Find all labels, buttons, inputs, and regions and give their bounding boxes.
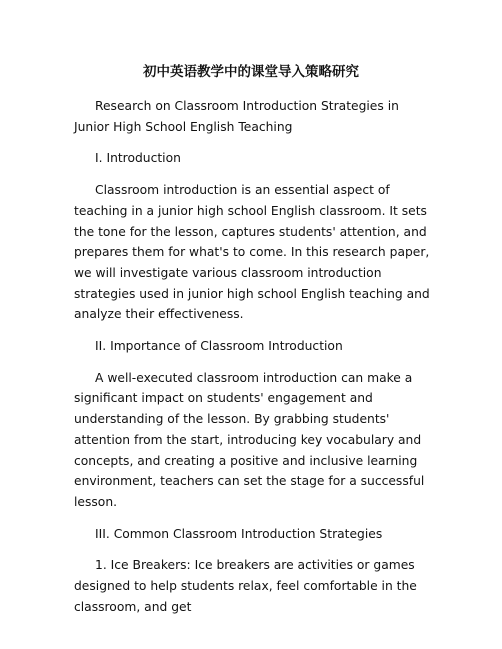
document-title: 初中英语教学中的课堂导入策略研究 — [143, 64, 359, 80]
body-paragraph: A well-executed classroom introduction can make a significant impact on students' engagement and understanding of the lesson. By grabbing students' attention from the start, introducing key vocabulary and concepts, and creating a positive and inclusive learning environment, teachers can set the stage for a successful lesson. — [74, 370, 425, 509]
document-body — [74, 96, 430, 628]
section-heading-strategies: III. Common Classroom Introduction Strategies — [95, 526, 383, 541]
section-heading-importance: II. Importance of Classroom Introduction — [95, 339, 343, 354]
body-paragraph: Classroom introduction is an essential aspect of teaching in a junior high school English classroom. It sets the tone for the lesson, captures students' attention, and prepares them for what's to come. In this research paper, we will investigate various classroom introduction strategies used in junior high school English teaching and analyze their effectiveness. — [74, 183, 430, 322]
section-heading-introduction: I. Introduction — [95, 151, 181, 166]
subtitle-paragraph: Research on Classroom Introduction Strategies in Junior High School English Teaching — [74, 99, 399, 134]
body-paragraph: 1. Ice Breakers: Ice breakers are activities or games designed to help students relax, feel comfortable in the classroom, and get — [74, 558, 417, 614]
